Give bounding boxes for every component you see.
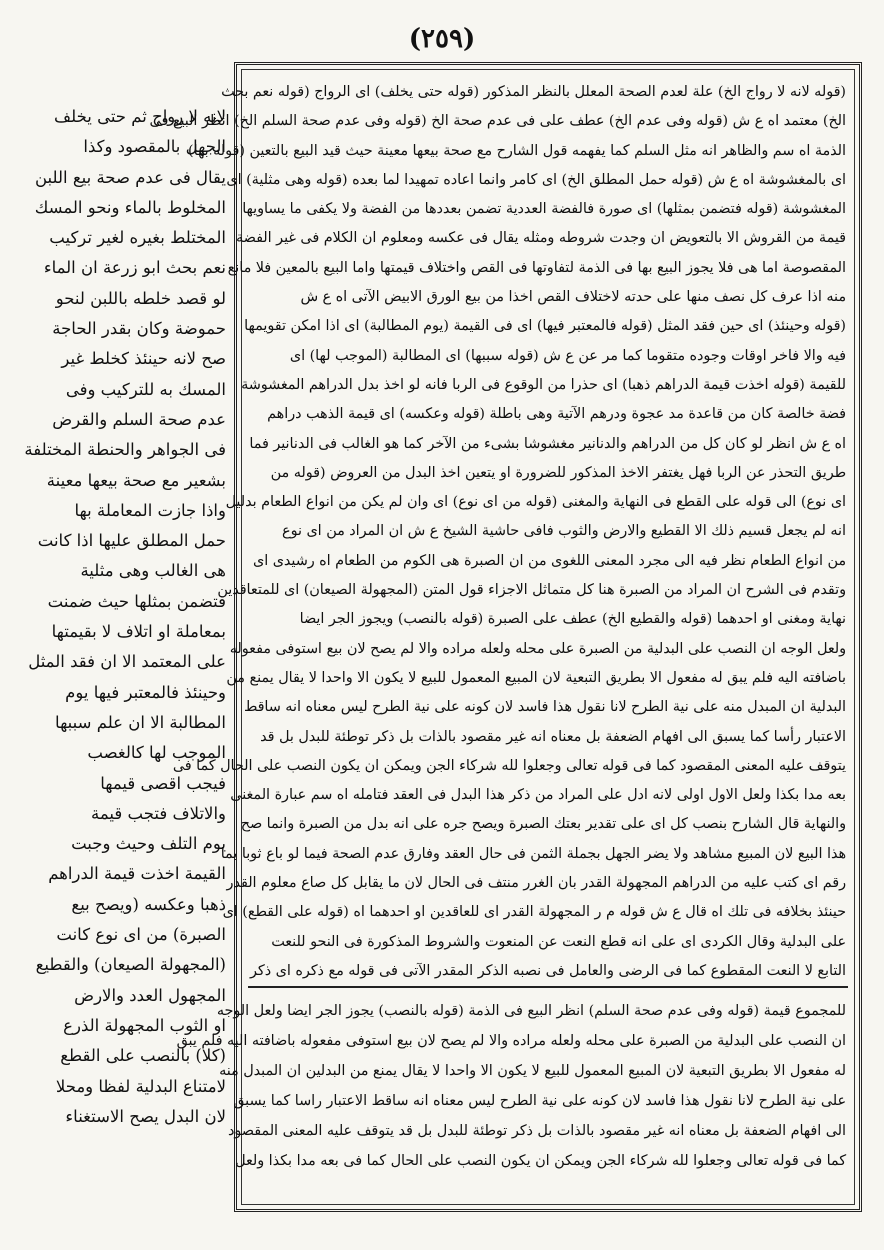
side-line: حموضة وكان بقدر الحاجة [52, 319, 226, 339]
main-line: رقم اى كتب عليه من الدراهم المجهولة القدر بان الغرر منتف فى الحال لان ما يقابل كل صاع معلوم القدر [226, 875, 846, 892]
side-line: حمل المطلق عليها اذا كانت [37, 531, 226, 551]
main-line: بعه مدا بكذا ولعل الاول اولى لانه ادل على المراد من ذكر هذا البدل فى العقد فتامله اه سم عبارة المغنى [230, 787, 846, 804]
side-line: الجهل بالمقصود وكذا [83, 137, 226, 157]
side-line: عدم صحة السلم والقرض [52, 409, 226, 429]
side-line: لانه لا رواج ثم حتى يخلف [54, 107, 226, 126]
main-line: هذا البيع لان المبيع مشاهد ولا يضر الجهل بجملة الثمن فى حال العقد وفارق عدم الصحة فيما لو باع ثوبا بما [220, 845, 846, 862]
side-line: المخلوط بالماء ونحو المسك [34, 197, 226, 217]
side-line: فيجب اقصى قيمها [100, 773, 226, 793]
side-line: فى الجواهر والحنطة المختلفة [24, 440, 226, 460]
main-line: (قوله لانه لا رواج الخ) علة لعدم الصحة المعلل بالنظر المذكور (قوله حتى يخلف) اى الرواج (قوله نعم بحث [221, 84, 846, 100]
main-line: اى بالمغشوشة اه ع ش (قوله حمل المطلق الخ) اى كامر وانما اعاده تمهيدا لما بعده (قوله وهى مثلية) اى [226, 171, 846, 188]
side-line: يوم التلف وحيث وجبت [71, 834, 226, 854]
page-number: (٢٥٩) [408, 24, 476, 54]
side-line: (كلا) بالنصب على القطع [60, 1046, 226, 1066]
side-line: (المجهولة الصيعان) والقطيع [35, 955, 226, 975]
side-line: المسك به للتركيب وفى [65, 379, 226, 399]
main-line: المقصوصة اما هى فلا يجوز البيع بها فى الذمة لتفاوتها فى القص واختلاف قيمتها واما البيع بالمعين فلا مانع [227, 259, 846, 276]
side-line: ذهبا وعكسه (ويصح بيع [71, 894, 226, 914]
main-line: للقيمة (قوله اخذت قيمة الدراهم ذهبا) اى حذرا من الوقوع فى الربا فانه لو اخذ بدل الدراهم المغشوشة [241, 376, 846, 393]
side-line: لو قصد خلطه باللبن لنحو [55, 288, 226, 308]
bottom-line: الى افهام الضعفة بل معناه انه غير مقصود بالذات بل ذكر توطئة للبدل بل قد يتوقف عليه المعنى المقصود [228, 1123, 846, 1139]
main-line: من انواع الطعام نظر فيه الى مجرد المعنى اللغوى من ان الصبرة هى الكوم من الطعام اه رشيدى اى [253, 552, 846, 569]
main-line: اه ع ش انظر لو كان كل من الدراهم والدنانير مغشوشا بشىء من الآخر كما هو الغالب فى الدنانير فما [249, 435, 846, 452]
side-matn-column [24, 102, 226, 1132]
main-line: وتقدم فى الشرح ان المراد من الصبرة هنا كل متماثل الاجزاء قول المتن (المجهولة الصيعان) اى للمتعاقدين [217, 582, 846, 599]
main-line: (قوله وحينئذ) اى حين فقد المثل (قوله فالمعتبر فيها) اى فى القيمة (يوم المطالبة) اى اذا امكن تقويمها [244, 318, 846, 335]
side-line: صح لانه حينئذ كخلط غير [61, 349, 226, 369]
side-line: او الثوب المجهولة الذرع [63, 1015, 226, 1035]
bottom-line: للمجموع قيمة (قوله وفى عدم صحة السلم) انظر البيع فى الذمة (قوله بالنصب) يجوز الجر ايضا ولعل الوجه [216, 1003, 846, 1019]
main-line: ولعل الوجه ان النصب على البدلية من الصبرة على محله ولعله مراده والا لم يصح لان بيع استوفى مفعوله [229, 640, 846, 657]
side-line: الصبرة) من اى نوع كانت [56, 925, 226, 945]
bottom-line: على نية الطرح لانا نقول هذا فاسد لان كونه على نية الطرح ليس معناه انه ساقط الاعتبار راسا كما يسبق [233, 1093, 846, 1109]
main-line: والنهاية قال الشارح بنصب كل اى على تقدير بعتك الصبرة ويصح جره على انه بدل من الصبرة وانما صح [240, 816, 846, 833]
side-line: بشعير مع صحة بيعها معينة [46, 470, 226, 490]
bottom-commentary [176, 996, 846, 1176]
main-line: الخ) معتمد اه ع ش (قوله وفى عدم الخ) عطف على فى عدم صحة الخ (قوله وفى عدم صحة السلم الخ) انظر البيع فى [149, 113, 846, 130]
main-line: يتوقف عليه المعنى المقصود كما فى قوله تعالى وجعلوا لله شركاء الجن ويمكن ان يكون النصب على الحال كما فى [172, 757, 846, 774]
side-line: بمعاملة او اتلاف لا بقيمتها [51, 622, 226, 642]
bottom-line: ان النصب على البدلية من الصبرة على محله ولعله مراده والا لم يصح لان بيع استوفى مفعوله باضافته اليه فلم يبق [176, 1033, 846, 1049]
main-line: فيه والا فاخر اوقات وجوده متقوما كما مر عن ع ش (قوله سببها) اى المطالبة (الموجب لها) اى [289, 347, 846, 364]
main-line: اى نوع) الى قوله على القطع فى النهاية والمغنى (قوله من اى نوع) اى وان لم يكن من انواع الطعام بدليل [225, 494, 846, 511]
main-line: البدلية ان المبدل منه على نية الطرح لانا نقول هذا فاسد لان كونه على نية الطرح ليس معناه انه ساقط [244, 699, 846, 716]
side-line: والاتلاف فتجب قيمة [91, 803, 226, 823]
main-line: الاعتبار رأسا كما يسبق الى افهام الضعفة بل معناه انه غير مقصود بالذات بل ذكر توطئة للبدل بل قد [260, 728, 846, 745]
side-line: المختلط بغيره لغير تركيب [49, 228, 226, 248]
side-line: المطالبة الا ان علم سببها [55, 712, 226, 732]
side-line: لامتناع البدلية لفظا ومحلا [55, 1076, 226, 1096]
main-line: نهاية ومغنى او احدهما (قوله والقطيع الخ) عطف على الصبرة (قوله بالنصب) ويجوز الجر ايضا [299, 611, 846, 628]
main-line: قيمة من القروش الا بالتعويض ان وجدت شروطه ومثله يقال فى عكسه ومعلوم ان الكلام فى غير الفضة [236, 230, 846, 247]
main-line: المغشوشة (قوله فتضمن بمثلها) اى صورة فالفضة العددية تضمن بعددها من الفضة ولا يكفى ما يساويها [242, 201, 846, 218]
side-line: على المعتمد الا ان فقد المثل [28, 652, 226, 672]
main-line: على البدلية وقال الكردى اى على انه قطع النعت عن المنعوت والشروط المذكورة فى النحو للنعت [271, 933, 846, 950]
side-line: لان البدل يصح الاستغناء [65, 1106, 226, 1126]
bottom-line: له مفعول الا بطريق التبعية لان المبيع المعمول للبيع لا يكون الا واحدا لا يقال يمنع من البدلين ان المبدل منه [219, 1063, 846, 1079]
section-divider [248, 986, 848, 988]
side-line: فتضمن بمثلها حيث ضمنت [47, 591, 226, 611]
side-line: يقال فى عدم صحة بيع اللبن [34, 167, 226, 187]
side-line: المجهول العدد والارض [74, 985, 226, 1005]
side-line: القيمة اخذت قيمة الدراهم [48, 864, 226, 884]
side-line: الموجب لها كالغصب [87, 743, 226, 763]
side-line: واذا جازت المعاملة بها [74, 500, 226, 520]
side-line: هى الغالب وهى مثلية [80, 561, 226, 581]
main-line: حينئذ بخلافه فى تلك اه قال ع ش قوله م ر المجهولة القدر اى للعاقدين او احدهما اه (قوله على القطع) اى [222, 904, 846, 921]
side-line: وحينئذ فالمعتبر فيها يوم [65, 682, 226, 702]
main-line: انه لم يجعل قسيم ذلك الا القطيع والارض والثوب فافى حاشية الشيخ ع ش ان المراد من اى نوع [282, 523, 846, 540]
main-line: منه اذا عرف كل نصف منها على حدته لاختلاف القص اخذا من بيع الورق الابيض الآتى اه ع ش [300, 289, 846, 306]
main-line: باضافته اليه فلم يبق له مفعول الا بطريق التبعية لان المبيع المعمول للبيع لا يكون الا واحدا لا يقال يمنع من [226, 669, 846, 686]
main-line: التابع لا النعت المقطوع كما فى الرضى والعامل فى نصبه الذكر المقدر الآتى فى قوله مع ذكره اى ذكر [250, 962, 846, 979]
main-line: فضة خالصة كان من قاعدة مد عجوة ودرهم الآتية وهى باطلة (قوله وعكسه) اى قيمة الذهب دراهم [267, 406, 846, 423]
bottom-line: كما فى قوله تعالى وجعلوا لله شركاء الجن ويمكن ان يكون النصب على الحال كما فى بعه مدا بكذا ولعل [235, 1153, 846, 1169]
main-line: طريق التحذر عن الربا فهل يغتفر الاخذ المذكور للضرورة او يتعين اخذ البدل من العروض (قوله من [270, 464, 846, 481]
main-line: الذمة اه سم والظاهر انه مثل السلم كما يفهمه قول الشارح مع صحة بيعها معينة حيث قيد البيع بالتعين (قوله بها) [188, 142, 846, 159]
side-line: نعم بحث ابو زرعة ان الماء [43, 258, 226, 278]
